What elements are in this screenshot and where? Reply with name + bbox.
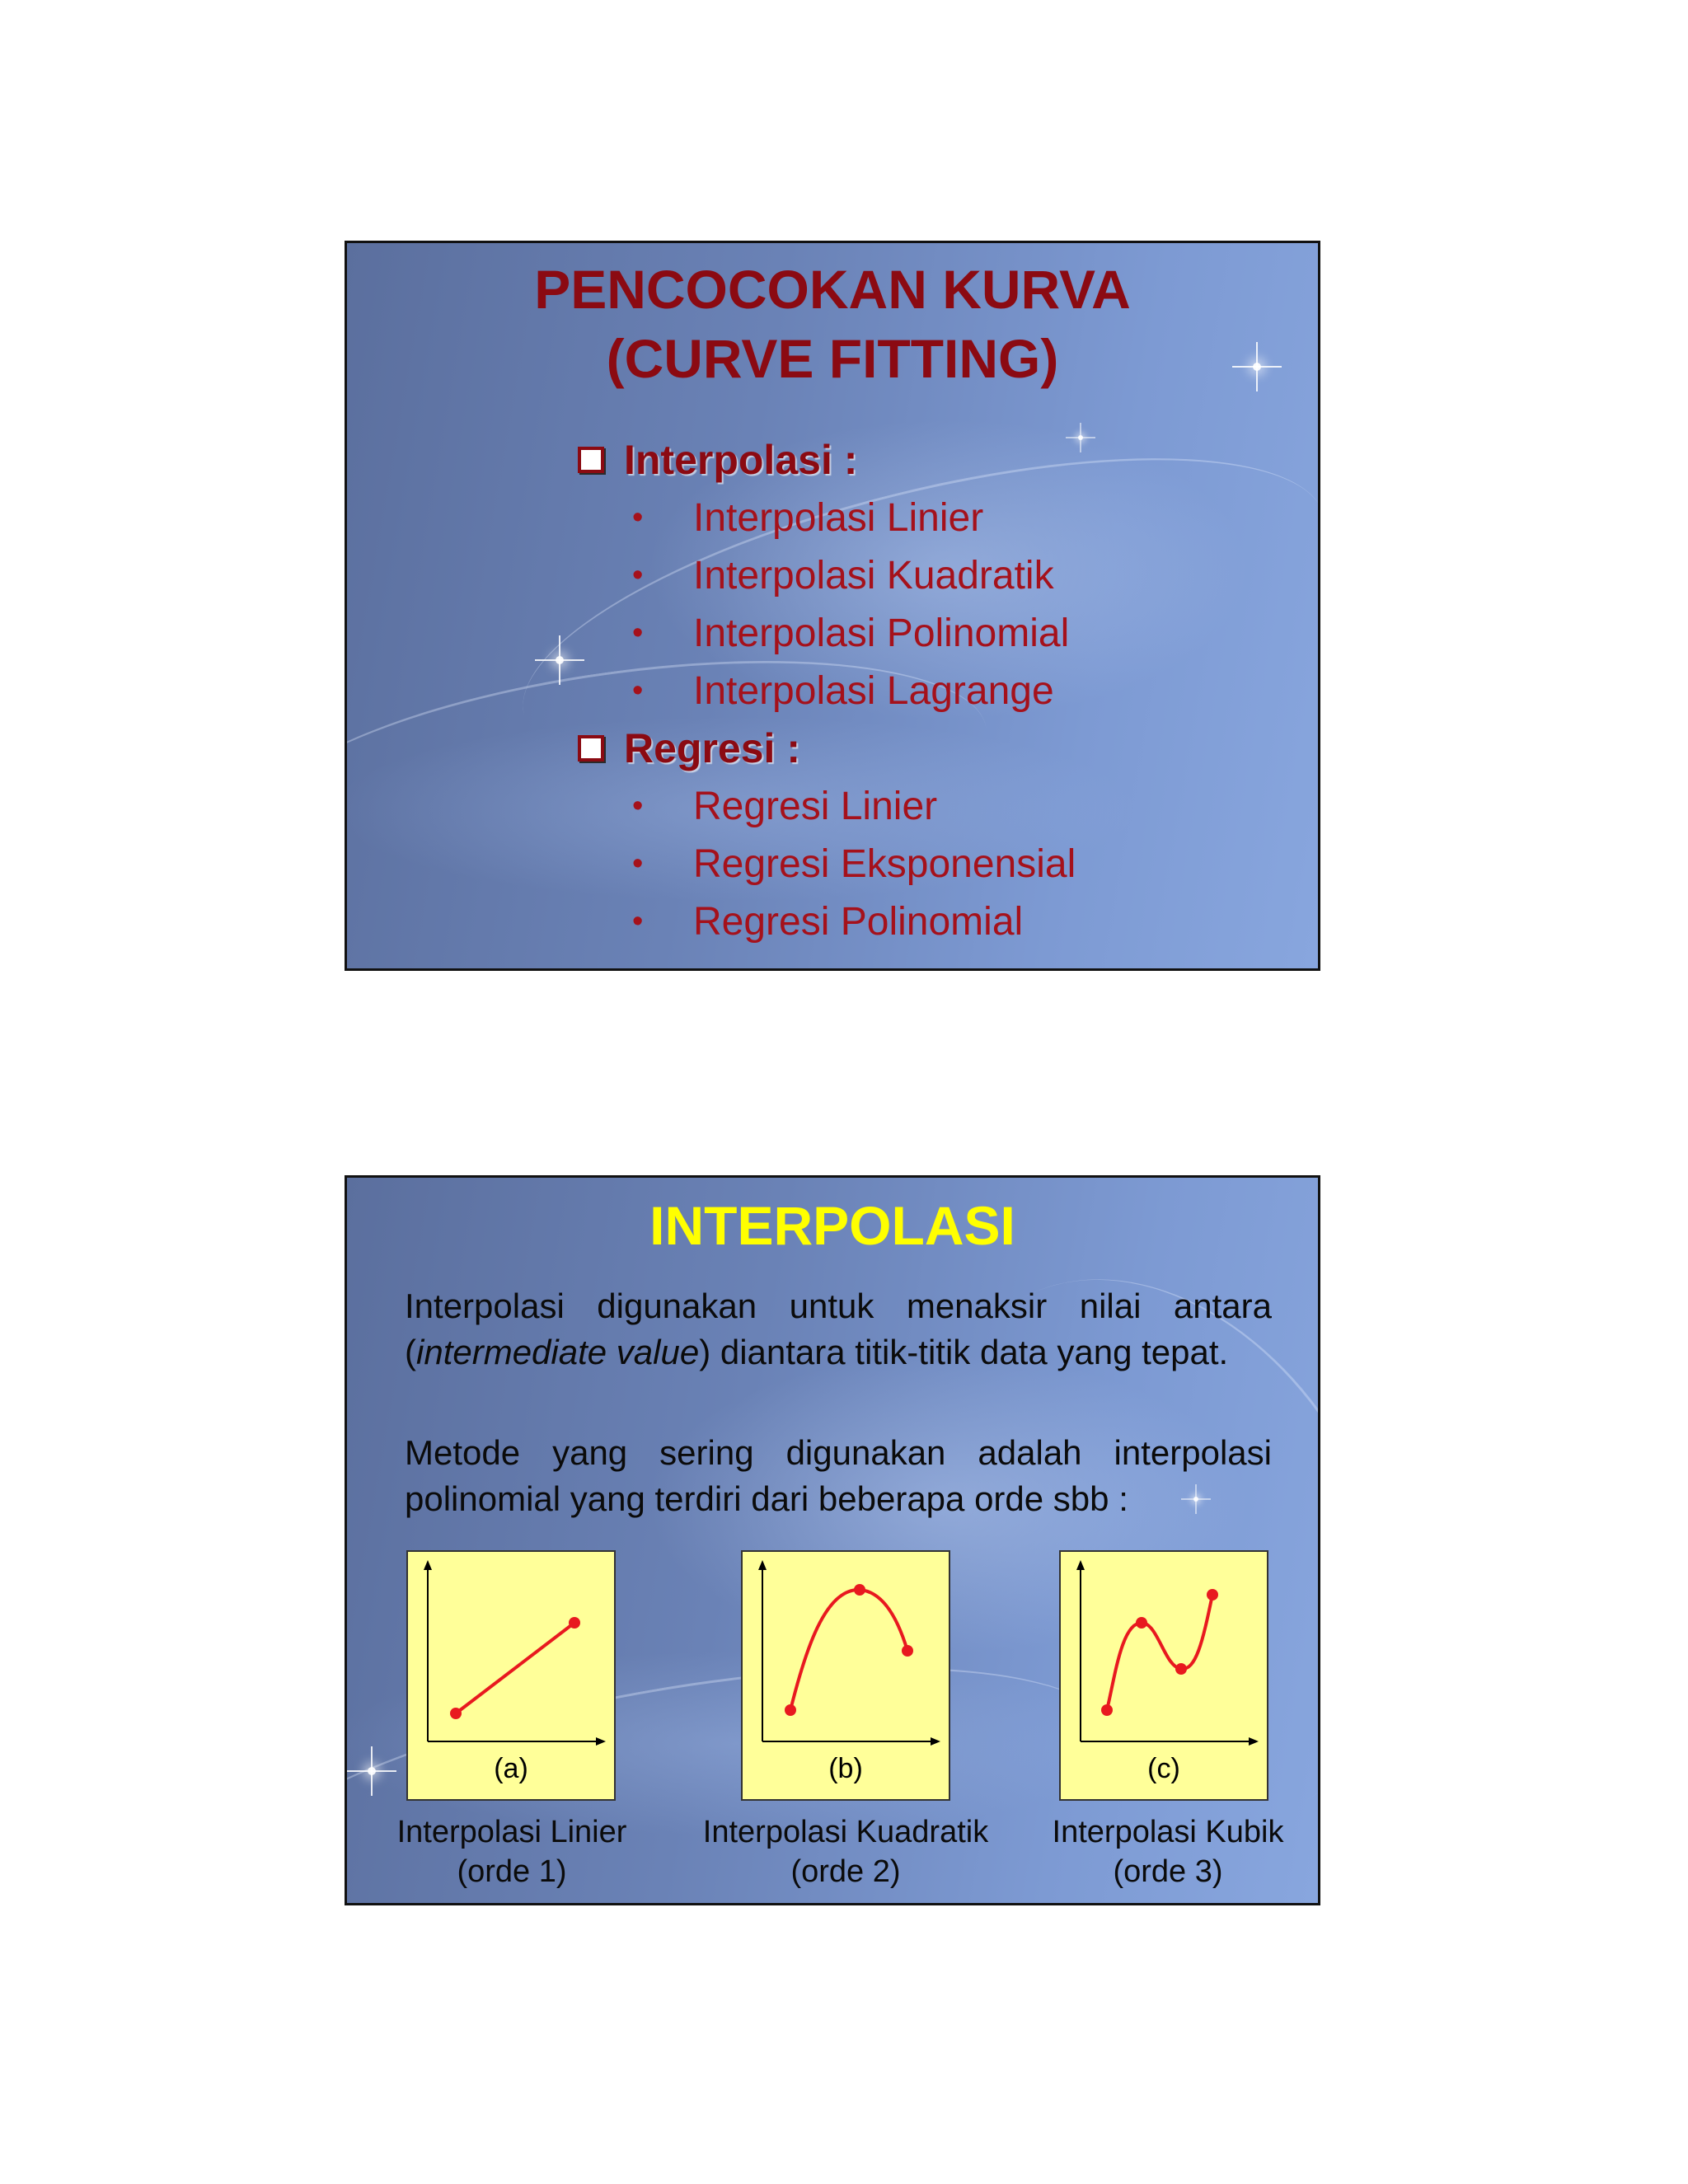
bullet-icon: • [632,788,644,823]
title-line: (CURVE FITTING) [606,328,1059,389]
topic-outline [573,431,1282,950]
slide-title: INTERPOLASI [649,1195,1015,1256]
caption-line: (orde 3) [1113,1854,1223,1889]
data-point [1136,1617,1147,1629]
graph-caption [1036,1812,1300,1891]
list-item [573,662,1282,719]
caption-line: (orde 2) [790,1854,901,1889]
x-axis-arrow-icon [1249,1737,1259,1746]
group-heading [573,431,1282,489]
list-item [573,489,1282,546]
data-point [1175,1663,1187,1675]
graph-caption [685,1812,1006,1891]
cubic-curve [1107,1595,1212,1710]
x-axis-arrow-icon [931,1737,940,1746]
bullet-icon: • [632,557,644,593]
bullet-icon: • [632,615,644,650]
group-heading [573,719,1282,777]
checkbox-bullet-icon [578,447,604,473]
bullet-icon: • [632,903,644,939]
graph-quadratic [741,1550,950,1801]
x-axis-arrow-icon [596,1737,606,1746]
slide-title [347,255,1318,393]
italic-term: intermediate value [416,1333,700,1371]
graph-label: (c) [1147,1753,1180,1784]
data-point [450,1708,462,1719]
slide-curve-fitting [345,241,1320,971]
outline-group [573,719,1282,950]
caption-line: Interpolasi Kubik [1052,1815,1284,1849]
graph-caption [380,1812,644,1891]
graph-label: (b) [828,1753,863,1784]
list-item [573,546,1282,604]
y-axis-arrow-icon [758,1560,767,1570]
bullet-icon: • [632,499,644,535]
data-point [569,1617,580,1629]
text-run: ) diantara titik-titik data yang tepat. [699,1333,1229,1371]
title-line: PENCOCOKAN KURVA [534,259,1131,320]
data-point [785,1704,796,1716]
bullet-icon: • [632,846,644,881]
list-item [573,777,1282,835]
graph-linear [406,1550,616,1801]
data-point [1101,1704,1113,1716]
list-item [573,835,1282,893]
y-axis-arrow-icon [1076,1560,1085,1570]
list-item-label: Interpolasi Linier [693,495,984,540]
linear-curve [456,1623,574,1713]
list-item-label: Interpolasi Lagrange [693,668,1054,713]
checkbox-bullet-icon [578,735,604,762]
group-heading-label: Interpolasi : [624,437,858,483]
paragraph-definition [405,1283,1272,1376]
paragraph-method: Metode yang sering digunakan adalah interpolasi polinomial yang terdiri dari beberapa orde sbb : [405,1433,1272,1518]
group-heading-label: Regresi : [624,725,800,771]
outline-group [573,431,1282,719]
list-item [573,604,1282,662]
quadratic-curve [790,1590,907,1710]
text-run: Interpolasi digunakan untuk menaksir nilai antara ( [405,1286,1272,1371]
list-item-label: Interpolasi Kuadratik [693,553,1054,598]
caption-line: Interpolasi Kuadratik [702,1815,989,1849]
caption-line: (orde 1) [457,1854,567,1889]
data-point [854,1584,865,1596]
list-item-label: Regresi Linier [693,784,938,828]
data-point [1207,1589,1218,1601]
list-item-label: Regresi Polinomial [693,899,1024,944]
graph-label: (a) [494,1753,528,1784]
caption-line: Interpolasi Linier [396,1815,627,1849]
sparkle-icon [347,1746,396,1796]
bullet-icon: • [632,673,644,708]
y-axis-arrow-icon [424,1560,432,1570]
data-point [902,1645,913,1657]
slide-interpolasi [345,1175,1320,1905]
list-item [573,893,1282,950]
list-item-label: Regresi Eksponensial [693,841,1076,886]
list-item-label: Interpolasi Polinomial [693,611,1070,655]
graph-cubic [1059,1550,1268,1801]
